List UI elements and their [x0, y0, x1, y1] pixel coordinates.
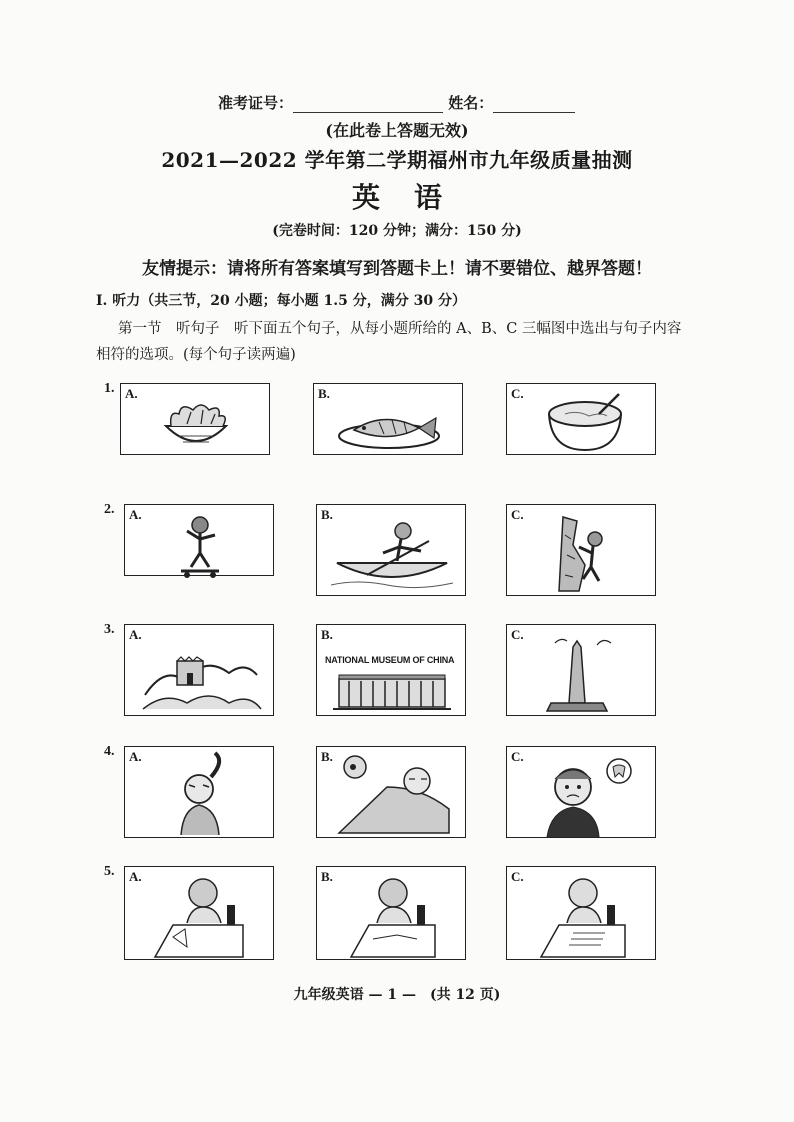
great-wall-icon — [125, 625, 275, 717]
question-number: 3. — [104, 622, 115, 637]
rock-climbing-icon — [507, 505, 657, 597]
option-label: C. — [511, 386, 524, 401]
option-label: A. — [129, 869, 142, 884]
neck-pain-icon — [125, 747, 275, 839]
exam-info-line — [218, 92, 575, 113]
subject-title: 英语 — [351, 181, 476, 214]
exam-number-blank — [293, 96, 443, 113]
option-c-picture[interactable] — [506, 624, 656, 716]
porridge-bowl-icon — [507, 384, 657, 456]
page-footer: 九年级英语 — 1 — (共 12 页) — [293, 987, 501, 1003]
option-c-picture[interactable] — [506, 746, 656, 838]
option-label: A. — [129, 627, 142, 642]
friendly-tip: 友情提示：请将所有答案填写到答题卡上！请不要错位、越界答题！ — [142, 259, 652, 279]
sick-in-bed-icon — [317, 747, 467, 839]
option-a-picture[interactable] — [124, 624, 274, 716]
writing-student-icon — [507, 867, 657, 961]
option-label: C. — [511, 749, 524, 764]
time-info: (完卷时间：120 分钟；满分：150 分) — [272, 223, 522, 239]
option-label: A. — [125, 386, 138, 401]
option-label: C. — [511, 869, 524, 884]
option-label: C. — [511, 627, 524, 642]
option-a-picture[interactable] — [124, 504, 274, 576]
option-label: B. — [321, 869, 333, 884]
option-label: C. — [511, 507, 524, 522]
rowing-boat-icon — [317, 505, 467, 597]
drawing-student-icon — [125, 867, 275, 961]
instruction-line-1: 第一节 听句子 听下面五个句子，从每小题所给的 A、B、C 三幅图中选出与句子内容 — [118, 321, 682, 337]
option-label: A. — [129, 749, 142, 764]
option-c-picture[interactable] — [506, 383, 656, 455]
toothache-icon — [507, 747, 657, 839]
option-label: B. — [321, 749, 333, 764]
name-blank — [493, 96, 575, 113]
question-number: 1. — [104, 381, 115, 396]
option-a-picture[interactable] — [120, 383, 270, 455]
salad-bowl-icon — [121, 384, 271, 456]
section-heading: I. 听力（共三节，20 小题；每小题 1.5 分，满分 30 分） — [96, 293, 466, 309]
option-b-picture[interactable] — [316, 866, 466, 960]
option-c-picture[interactable] — [506, 504, 656, 596]
exam-title: 2021—2022 学年第二学期福州市九年级质量抽测 — [161, 148, 633, 172]
option-label: B. — [318, 386, 330, 401]
museum-caption: NATIONAL MUSEUM OF CHINA — [325, 655, 455, 665]
name-label: 姓名： — [448, 94, 494, 112]
option-a-picture[interactable] — [124, 746, 274, 838]
skateboard-boy-icon — [125, 505, 275, 597]
option-label: A. — [129, 507, 142, 522]
museum-icon — [317, 625, 467, 717]
option-b-picture[interactable] — [316, 746, 466, 838]
question-number: 2. — [104, 502, 115, 517]
fish-plate-icon — [314, 384, 464, 456]
question-number: 5. — [104, 864, 115, 879]
option-c-picture[interactable] — [506, 866, 656, 960]
option-b-picture[interactable] — [316, 504, 466, 596]
question-number: 4. — [104, 744, 115, 759]
monument-icon — [507, 625, 657, 717]
option-label: B. — [321, 507, 333, 522]
exam-number-label: 准考证号： — [218, 94, 294, 112]
instruction-line-2: 相符的选项。(每个句子读两遍) — [96, 347, 296, 363]
option-b-picture[interactable] — [313, 383, 463, 455]
option-label: B. — [321, 627, 333, 642]
reading-student-icon — [317, 867, 467, 961]
option-a-picture[interactable] — [124, 866, 274, 960]
option-b-picture[interactable] — [316, 624, 466, 716]
invalid-note: (在此卷上答题无效) — [325, 121, 469, 140]
